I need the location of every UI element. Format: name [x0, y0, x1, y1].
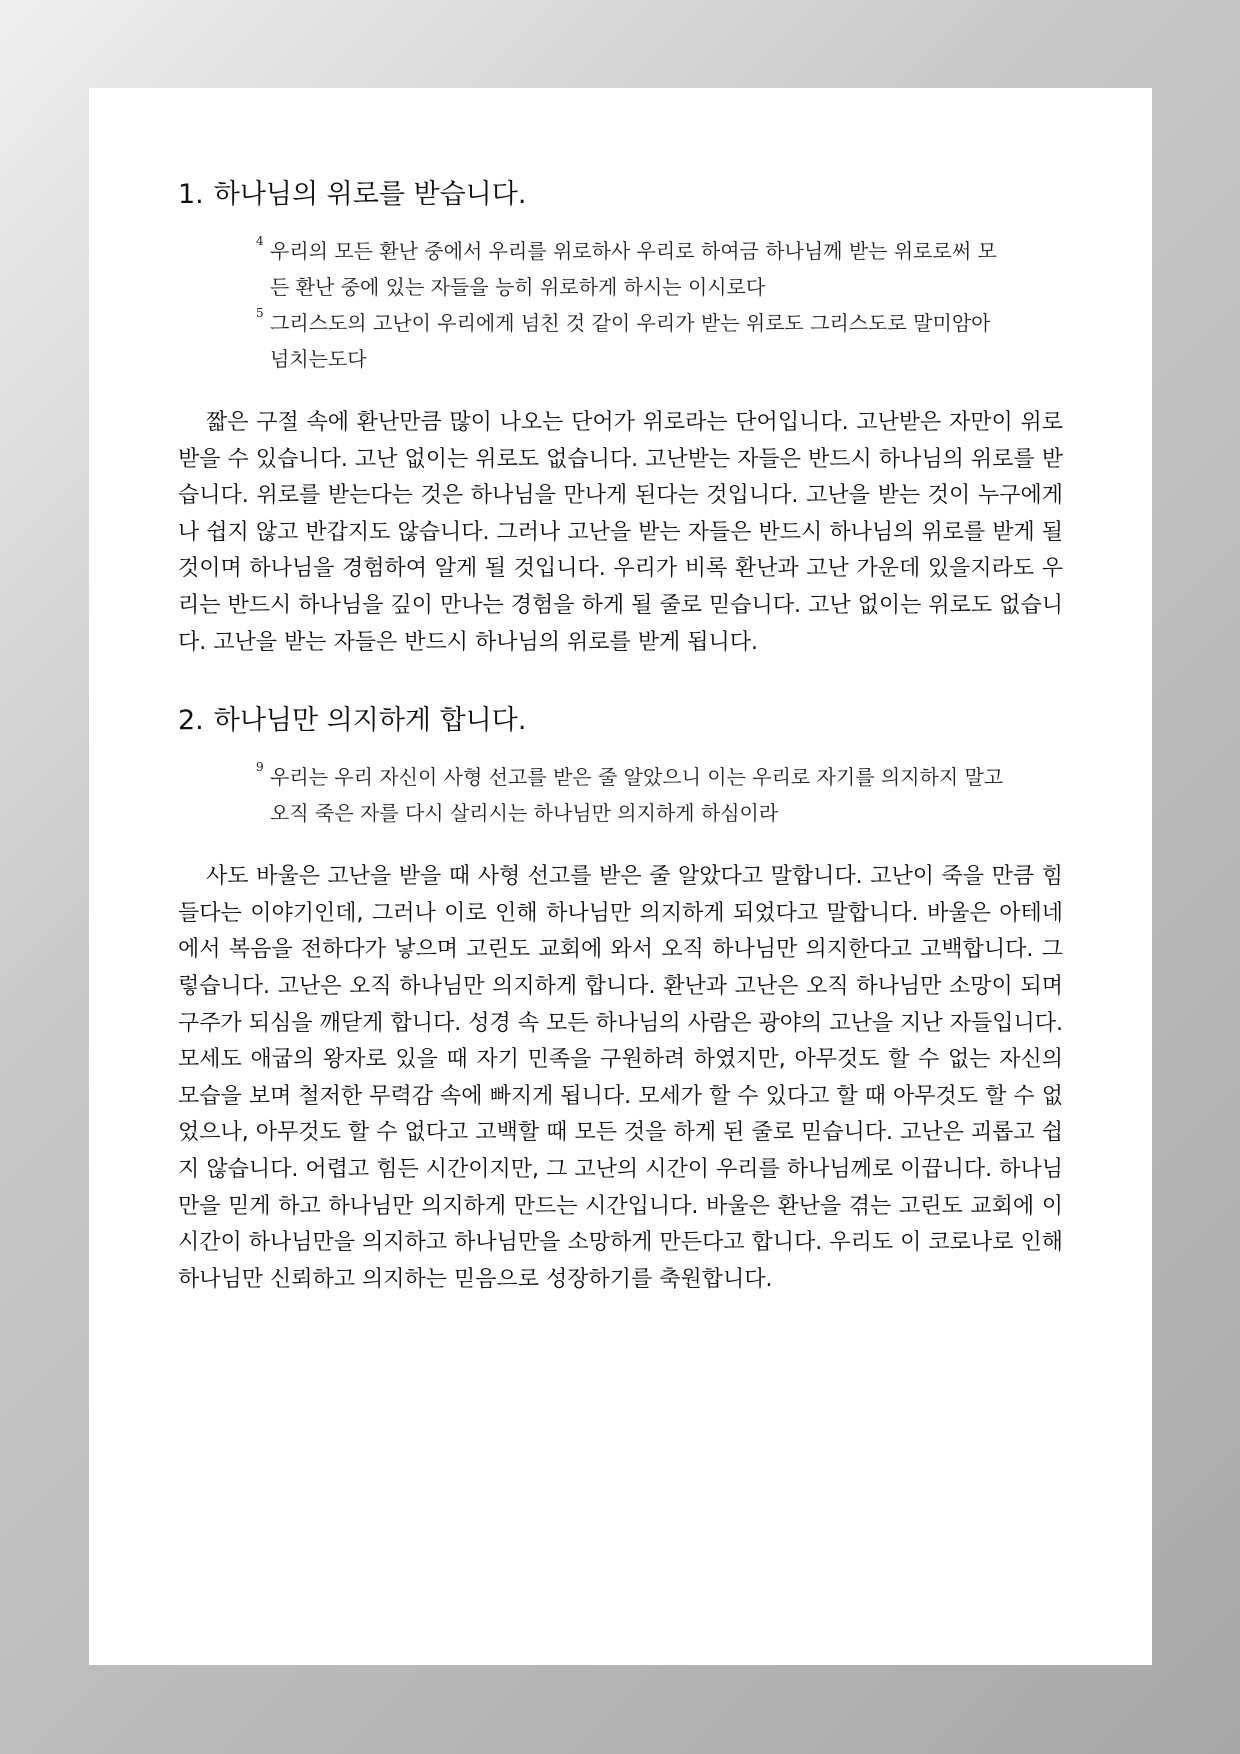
verse-4-text: 우리의 모든 환난 중에서 우리를 위로하사 우리로 하여금 하나님께 받는 위로로써 모든 환난 중에 있는 자들을 능히 위로하게 하시는 이시로다: [270, 239, 997, 299]
section-2-body: 사도 바울은 고난을 받을 때 사형 선고를 받은 줄 알았다고 말합니다. 고난이 죽을 만큼 힘들다는 이야기인데, 그러나 이로 인해 하나님만 의지하게 되었다고 말합니다. 바울은 아테네에서 복음을 전하다가 낳으며 고린도 교회에 와서 오직 하나님만 의지한다고 고백합니다. 그렇습니다. 고난은 오직 하나님만 의지하게 합니다. 환난과 고난은 오직 하나님만 소망이 되며 구주가 되심을 깨닫게 합니다. 성경 속 모든 하나님의 사람은 광야의 고난을 지난 자들입니다. 모세도 애굽의 왕자로 있을 때 자기 민족을 구원하려 하였지만, 아무것도 할 수 없는 자신의 모습을 보며 철저한 무력감 속에 빠지게 됩니다. 모세가 할 수 있다고 할 때 아무것도 할 수 없었으나, 아무것도 할 수 없다고 고백할 때 모든 것을 하게 된 줄로 믿습니다. 고난은 괴롭고 쉽지 않습니다. 어렵고 힘든 시간이지만, 그 고난의 시간이 우리를 하나님께로 이끕니다. 하나님만을 믿게 하고 하나님만 의지하게 만드는 시간입니다. 바울은 환난을 겪는 고린도 교회에 이 시간이 하나님만을 의지하고 하나님만을 소망하게 만든다고 합니다. 우리도 이 코로나로 인해 하나님만 신뢰하고 의지하는 믿음으로 성장하기를 축원합니다.: [178, 864, 1063, 1292]
verse-9: [256, 759, 1016, 831]
section-1-number: 1.: [178, 179, 204, 210]
section-2-number: 2.: [178, 705, 204, 737]
verse-5-text: 그리스도의 고난이 우리에게 넘친 것 같이 우리가 받는 위로도 그리스도로 말미암아 넘치는도다: [270, 311, 991, 371]
verse-5-number: 5: [256, 306, 264, 320]
document-page: [89, 88, 1152, 1665]
section-2-title: 하나님만 의지하게 합니다.: [213, 705, 527, 737]
verse-5: [256, 305, 1016, 377]
verse-4: [256, 233, 1016, 305]
section-1-title: 하나님의 위로를 받습니다.: [213, 179, 527, 210]
section-1: [178, 175, 1063, 661]
verse-9-text: 우리는 우리 자신이 사형 선고를 받은 줄 알았으니 이는 우리로 자기를 의지하지 말고 오직 죽은 자를 다시 살리시는 하나님만 의지하게 하심이라: [270, 765, 1004, 826]
section-1-body: 짧은 구절 속에 환난만큼 많이 나오는 단어가 위로라는 단어입니다. 고난받은 자만이 위로받을 수 있습니다. 고난 없이는 위로도 없습니다. 고난받는 자들은 반드시 하나님의 위로를 받습니다. 위로를 받는다는 것은 하나님을 만나게 된다는 것입니다. 고난을 받는 것이 누구에게나 쉽지 않고 반갑지도 않습니다. 그러나 고난을 받는 자들은 반드시 하나님의 위로를 받게 될 것이며 하나님을 경험하여 알게 될 것입니다. 우리가 비록 환난과 고난 가운데 있을지라도 우리는 반드시 하나님을 깊이 만나는 경험을 하게 될 줄로 믿습니다. 고난 없이는 위로도 없습니다. 고난을 받는 자들은 반드시 하나님의 위로를 받게 됩니다.: [178, 410, 1063, 655]
verse-4-number: 4: [256, 234, 264, 248]
section-2-heading: [178, 701, 1063, 741]
verse-9-number: 9: [256, 760, 264, 775]
section-2-scripture: [256, 759, 1016, 831]
section-2: [178, 701, 1063, 1298]
section-1-scripture: [256, 233, 1016, 377]
section-1-heading: [178, 175, 1063, 215]
